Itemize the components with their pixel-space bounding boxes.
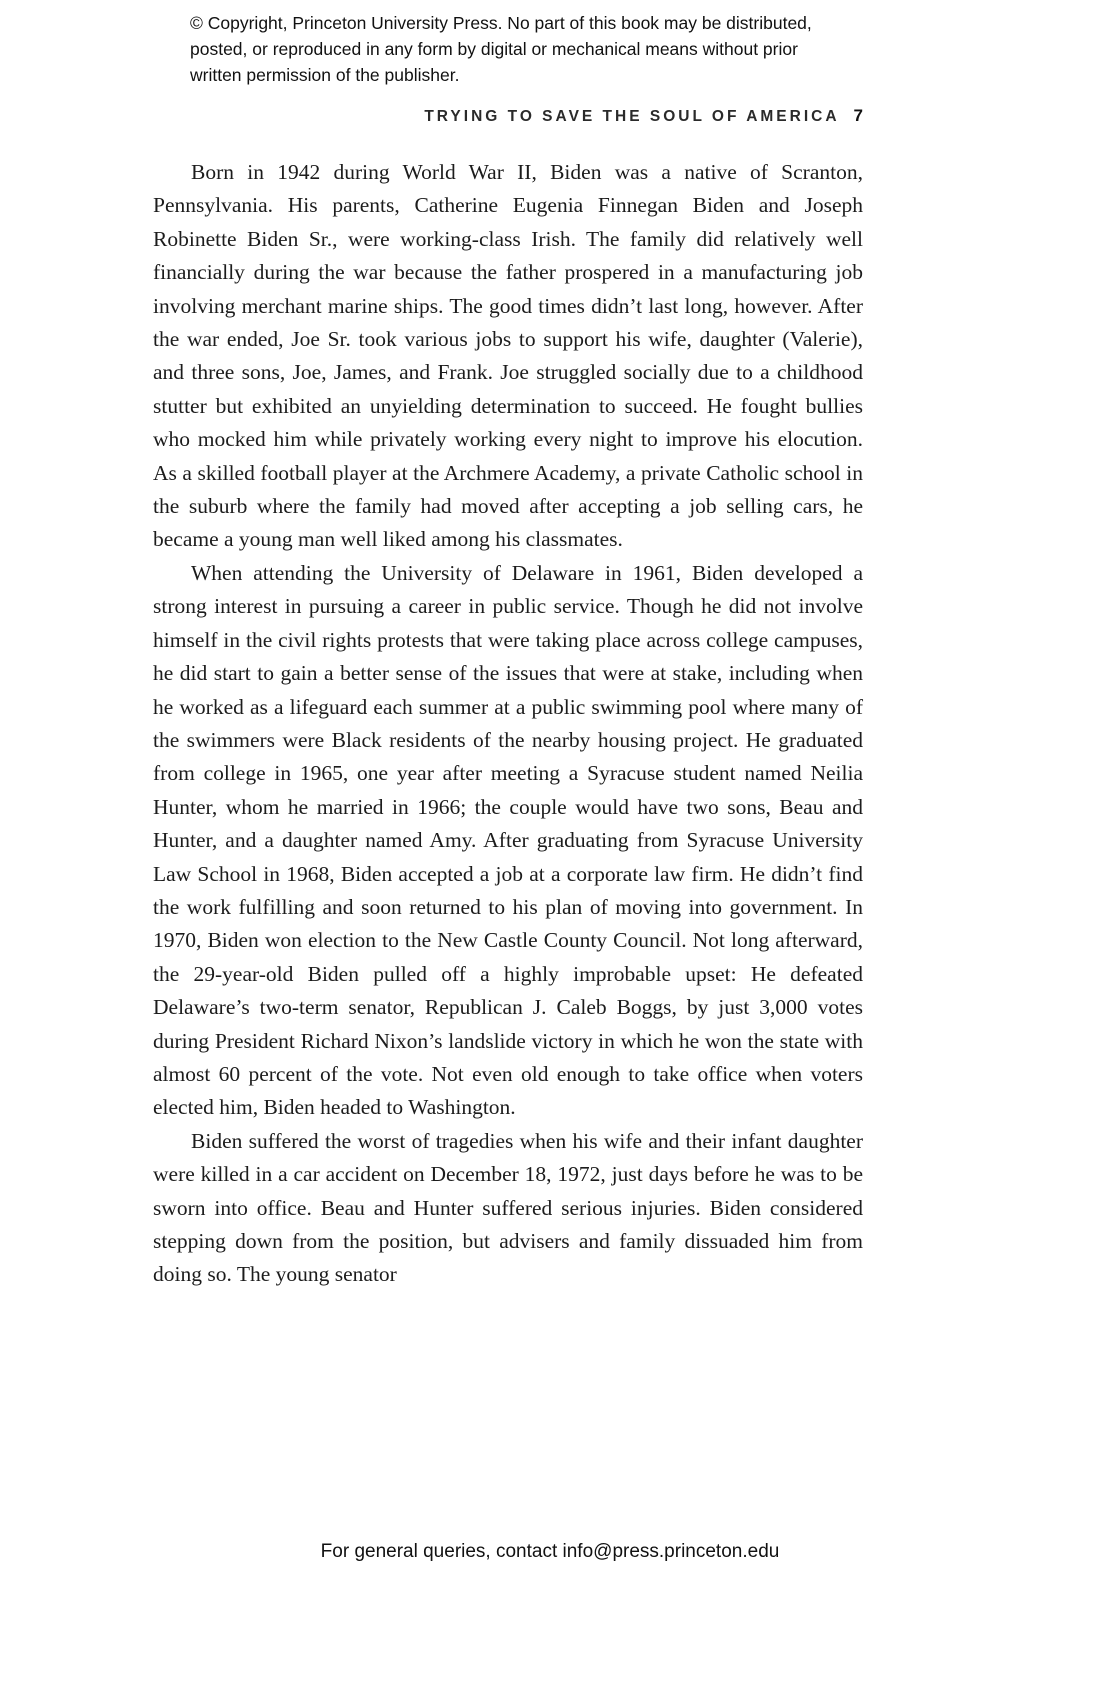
page-number: 7 bbox=[853, 106, 863, 125]
paragraph-1: Born in 1942 during World War II, Biden was a native of Scranton, Pennsylvania. His parents, Catherine Eugenia Finnegan Biden and Joseph Robinette Biden Sr., were working-class Irish. The family did relatively well financially during the war because the father prospered in a manufacturing job involving merchant marine ships. The good times didn’t last long, however. After the war ended, Joe Sr. took various jobs to support his wife, daughter (Valerie), and three sons, Joe, James, and Frank. Joe struggled socially due to a childhood stutter but exhibited an unyielding determination to succeed. He fought bullies who mocked him while privately working every night to improve his elocution. As a skilled football player at the Archmere Academy, a private Catholic school in the suburb where the family had moved after accepting a job selling cars, he became a young man well liked among his classmates. bbox=[153, 160, 863, 552]
copyright-notice: © Copyright, Princeton University Press. No part of this book may be distributed, posted, or reproduced in any form by digital or mechanical means without prior written permission of the publisher. bbox=[190, 13, 812, 85]
running-head-title: TRYING TO SAVE THE SOUL OF AMERICA bbox=[424, 108, 840, 125]
paragraph-3: Biden suffered the worst of tragedies when his wife and their infant daughter were killed in a car accident on December 18, 1972, just days before he was to be sworn into office. Beau and Hunter suffered serious injuries. Biden considered stepping down from the position, but advisers and family dissuaded him from doing so. The young senator bbox=[153, 1128, 863, 1287]
paragraph-2: When attending the University of Delaware in 1961, Biden developed a strong interest in pursuing a career in public service. Though he did not involve himself in the civil rights protests that were taking place across college campuses, he did start to gain a better sense of the issues that were at stake, including when he worked as a lifeguard each summer at a public swimming pool where many of the swimmers were Black residents of the nearby housing project. He graduated from college in 1965, one year after meeting a Syracuse student named Neilia Hunter, whom he married in 1966; the couple would have two sons, Beau and Hunter, and a daughter named Amy. After graduating from Syracuse University Law School in 1968, Biden accepted a job at a corporate law firm. He didn’t find the work fulfilling and soon returned to his plan of moving into government. In 1970, Biden won election to the New Castle County Council. Not long afterward, the 29-year-old Biden pulled off a highly improbable upset: He defeated Delaware’s two-term senator, Republican J. Caleb Boggs, by just 3,000 votes during President Richard Nixon’s landslide victory in which he won the state with almost 60 percent of the vote. Not even old enough to take office when voters elected him, Biden headed to Washington. bbox=[153, 560, 863, 1120]
running-head bbox=[153, 106, 863, 126]
footer-contact: For general queries, contact info@press.princeton.edu bbox=[320, 1541, 780, 1562]
body-text bbox=[153, 156, 863, 1292]
